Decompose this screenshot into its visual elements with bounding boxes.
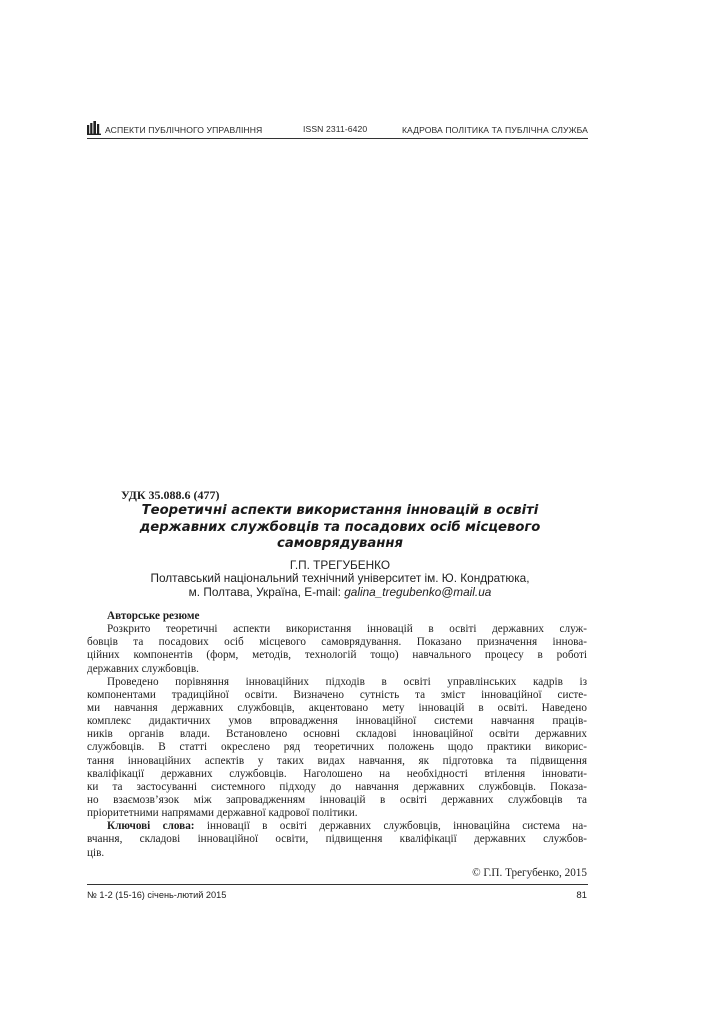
author-affiliation [80, 571, 600, 600]
page-number: 81 [576, 890, 587, 901]
abstract-line: компонентами традиційної освіти. Визначено сутність та зміст інноваційної систе- [87, 688, 587, 701]
author-name: Г.П. ТРЕГУБЕНКО [289, 558, 391, 572]
abstract [87, 610, 587, 860]
abstract-line: ми навчання державних службовців, акцентовано мету інновацій в освіті. Наведено [87, 701, 587, 714]
abstract-line: ників органів влади. Встановлено основні складові інноваційної освіти державних [87, 728, 587, 741]
abstract-line: Проведено порівняння інноваційних підходів в освіті управлінських кадрів із [107, 675, 587, 688]
journal-name: АСПЕКТИ ПУБЛІЧНОГО УПРАВЛІННЯ [105, 125, 263, 135]
abstract-line: комплекс дидактичних умов впровадження інноваційної системи навчання праців- [87, 715, 587, 728]
title-line: Теоретичні аспекти використання інновацій в освіті [141, 503, 539, 518]
abstract-line: державних службовців. [87, 662, 199, 675]
header-divider [87, 138, 588, 139]
copyright: © Г.П. Трегубенко, 2015 [472, 867, 587, 879]
keywords-line: вчання, складові інноваційної освіти, підвищення кваліфікації державних службов- [87, 833, 587, 846]
running-header [87, 121, 588, 139]
title-line: державних службовців та посадових осіб місцевого [139, 519, 541, 535]
article-title [100, 503, 580, 553]
affiliation-location: м. Полтава, Україна, E-mail: [188, 585, 345, 600]
abstract-line: службовців. В статті окреслено ряд теоретичних положень щодо практики викорис- [87, 741, 587, 754]
journal-logo-icon [87, 121, 101, 135]
title-line: самоврядування [277, 536, 403, 551]
affiliation-line [80, 585, 600, 599]
abstract-line: но взаємозв’язок між запровадженням інновацій в освіті державних службовців та [87, 793, 587, 806]
keywords-line: ців. [87, 846, 105, 859]
abstract-line: Розкрито теоретичні аспекти використання інновацій в освіті державних служ- [107, 623, 587, 636]
author-email[interactable]: galina_tregubenko@mail.ua [344, 585, 492, 600]
abstract-line: ки та застосуванні системного підходу до навчання державних службовців. Показа- [87, 780, 587, 793]
abstract-line: бовців та посадових осіб місцевого самоврядування. Показано призначення іннова- [87, 636, 587, 649]
section-name: КАДРОВА ПОЛІТИКА ТА ПУБЛІЧНА СЛУЖБА [401, 125, 588, 135]
udc-code: УДК 35.088.6 (477) [121, 488, 220, 502]
abstract-line: кваліфікації державних службовців. Наголошено на необхідності втілення інновати- [87, 767, 587, 780]
keywords-label: Ключові слова: [107, 820, 195, 833]
issn: ISSN 2311-6420 [303, 124, 368, 134]
issue-info: № 1-2 (15-16) січень-лютий 2015 [87, 890, 227, 900]
abstract-heading: Авторське резюме [107, 610, 200, 622]
abstract-line: пріоритетними напрямами державної кадрової політики. [87, 807, 358, 820]
abstract-line: тання інноваційних аспектів у таких видах навчання, як підготовка та підвищення [87, 754, 587, 767]
affiliation-line: Полтавський національний технічний університет ім. Ю. Кондратюка, [150, 571, 530, 585]
keywords-text: інновації в освіті державних службовців, інноваційна система на- [194, 820, 587, 833]
abstract-line: ційних компонентів (форм, методів, технологій тощо) навчального процесу в роботі [87, 649, 587, 662]
keywords-line [87, 820, 587, 833]
footer-divider [87, 884, 588, 885]
